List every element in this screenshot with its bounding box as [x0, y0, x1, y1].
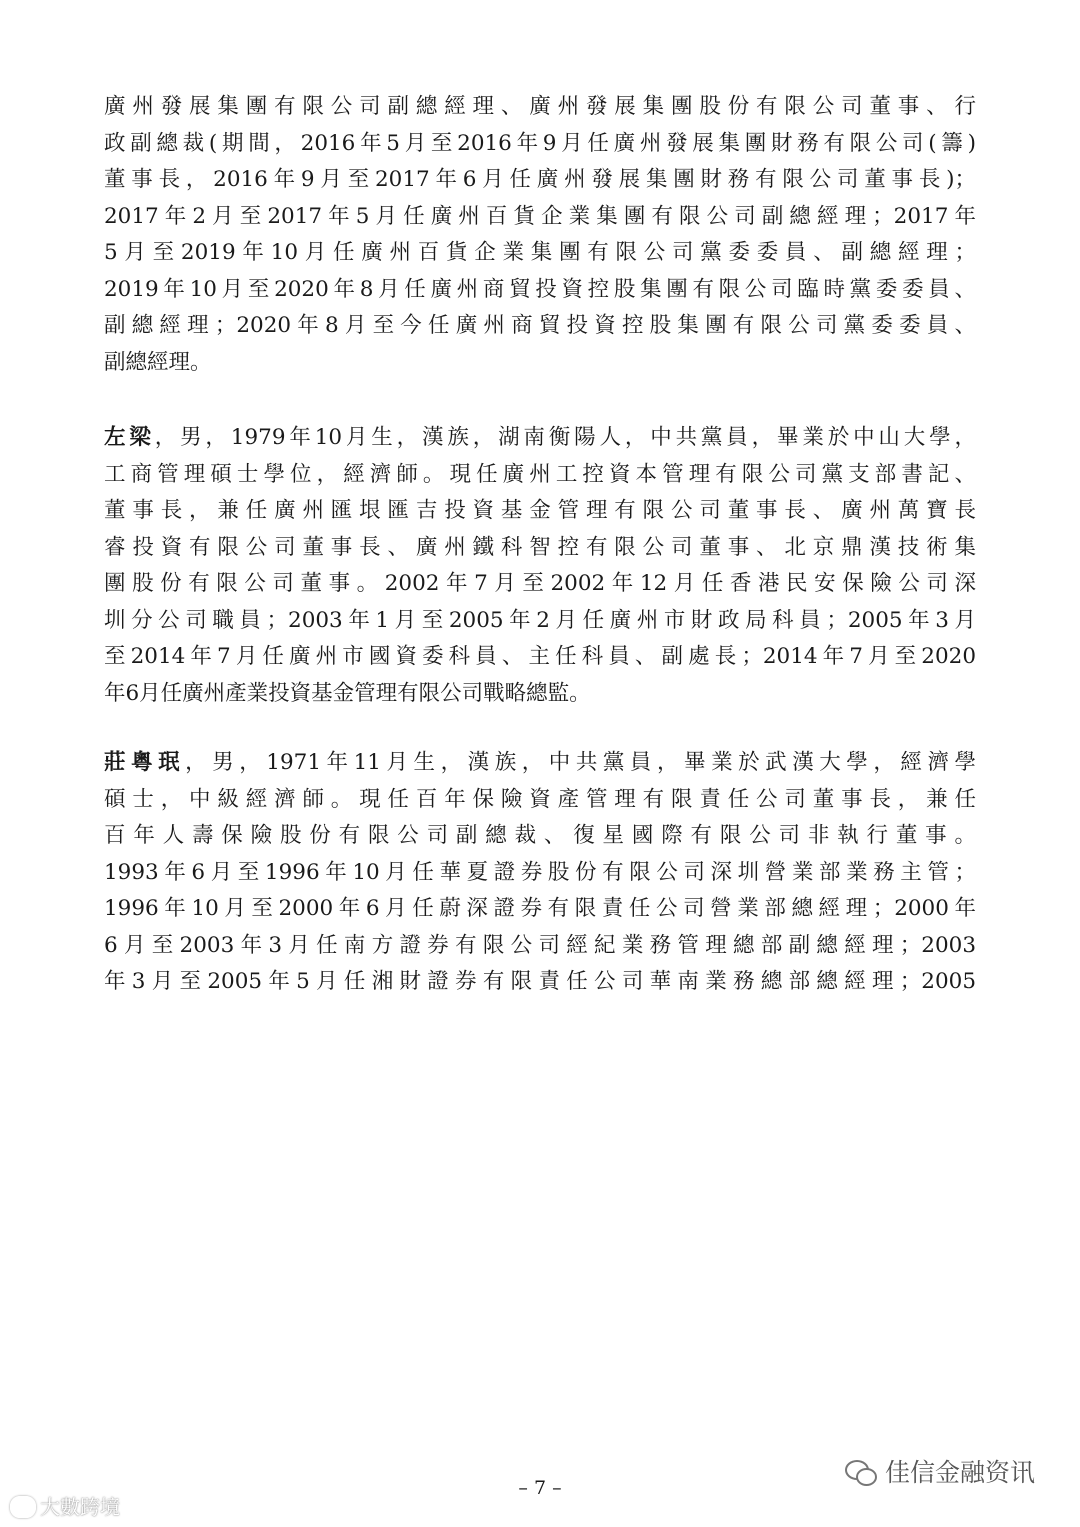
text-line: 6月至2003年3月任南方證券有限公司經紀業務管理總部副總經理；2003: [104, 932, 976, 958]
text-line: 碩士，中級經濟師。現任百年保險資產管理有限責任公司董事長，兼任: [104, 786, 976, 812]
text-line: 董事長，2016年9月至2017年6月任廣州發展集團財務有限公司董事長)；: [104, 167, 976, 192]
page-number: – 7 –: [518, 1477, 562, 1499]
person-name: 左梁: [104, 425, 155, 450]
text-line: 睿投資有限公司董事長、廣州鐵科智控有限公司董事、北京鼎漢技術集: [104, 534, 976, 560]
watermark-brand: [10, 1495, 120, 1519]
watermark-brand-label: 大數跨境: [40, 1495, 120, 1519]
watermark-source-label: 佳信金融资讯: [885, 1458, 1036, 1487]
text-line: 工商管理碩士學位，經濟師。現任廣州工控資本管理有限公司黨支部書記、: [104, 461, 976, 487]
text-line: 5月至2019年10月任廣州百貨企業集團有限公司黨委委員、副總經理；: [104, 240, 976, 265]
paragraph-bio-zhuang-yuemin: [104, 745, 976, 1001]
text-line: [104, 745, 976, 782]
paragraph-bio-zuo-liang: [104, 420, 976, 712]
text-line: 年3月至2005年5月任湘財證券有限責任公司華南業務總部總經理；2005: [104, 969, 976, 994]
text-line: 圳分公司職員；2003年1月至2005年2月任廣州市財政局科員；2005年3月: [104, 607, 976, 633]
text-line: 百年人壽保險股份有限公司副總裁、復星國際有限公司非執行董事。: [104, 823, 976, 848]
text-line: [104, 420, 976, 457]
text-line: 副總經理。: [104, 349, 212, 375]
text-line: 1996年10月至2000年6月任蔚深證券有限責任公司營業部總經理；2000年: [104, 896, 976, 921]
text-line: 1993年6月至1996年10月任華夏證券股份有限公司深圳營業部業務主管；: [104, 859, 976, 885]
watermark-source: [845, 1458, 1035, 1488]
paragraph-continuation: [104, 89, 976, 381]
text-line: 副總經理；2020年8月至今任廣州商貿投資控股集團有限公司黨委委員、: [104, 313, 976, 338]
text-line: 2017年2月至2017年5月任廣州百貨企業集團有限公司副總經理；2017年: [104, 203, 976, 229]
text-line: 董事長，兼任廣州匯垠匯吉投資基金管理有限公司董事長、廣州萬寶長: [104, 498, 976, 523]
text-line: 政副總裁(期間，2016年5月至2016年9月任廣州發展集團財務有限公司(籌): [104, 130, 976, 156]
text-line: 2019年10月至2020年8月任廣州商貿投資控股集團有限公司臨時黨委委員、: [104, 276, 976, 302]
text-run: ，男，1971年11月生，漢族，中共黨員，畢業於武漢大學，經濟學: [185, 750, 976, 775]
brand-logo-icon: [10, 1496, 36, 1518]
person-name: 莊粵珉: [104, 750, 186, 775]
text-line: 廣州發展集團有限公司副總經理、廣州發展集團股份有限公司董事、行: [104, 94, 976, 119]
text-line: 年6月任廣州產業投資基金管理有限公司戰略總監。: [104, 680, 591, 706]
text-run: ，男，1979年10月生，漢族，湖南衡陽人，中共黨員，畢業於中山大學，: [154, 425, 976, 450]
wechat-icon: [845, 1460, 877, 1486]
text-line: 至2014年7月任廣州市國資委科員、主任科員、副處長；2014年7月至2020: [104, 644, 976, 669]
text-line: 團股份有限公司董事。2002年7月至2002年12月任香港民安保險公司深: [104, 571, 976, 596]
